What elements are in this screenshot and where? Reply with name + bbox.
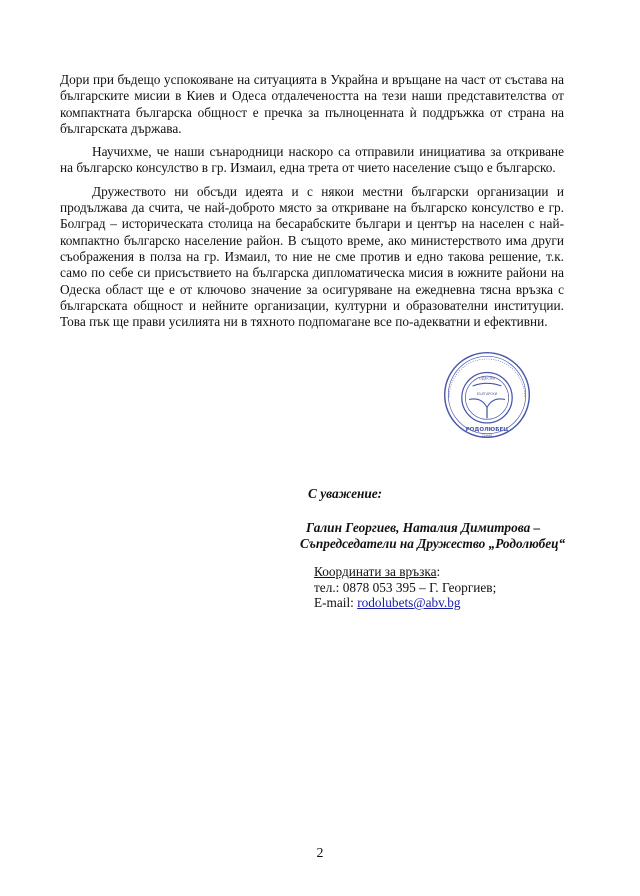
phone-line: тел.: 0878 053 395 – Г. Георгиев; <box>314 579 497 595</box>
contacts-label: Координати за връзка <box>314 564 437 579</box>
contacts-heading <box>314 564 496 580</box>
organization-seal <box>442 350 532 440</box>
contacts-colon: : <box>436 564 441 579</box>
contact-details <box>314 564 496 611</box>
email-label: E-mail: <box>314 595 358 610</box>
seal-top-text: ОДЕСКИ <box>478 376 496 381</box>
seal-middle-text: БЪЛГАРСКИ <box>476 392 498 396</box>
seal-bottom-text: РОДОЛЮБЕЦ <box>465 427 509 433</box>
paragraph-2: Научихме, че наши сънародници наскоро са отправили инициатива за откриване на българско консулство в гр. Измаил, една трета от чието население също е българско. <box>60 144 564 176</box>
paragraph-3: Дружеството ни обсъди идеята и с някои местни български организации и продължава да счита, че най-доброто място за откриване на българско консулство е гр. Болград – историческата столица на бесарабските българи и център на населен с най-компактно българско население район. В същото време, ако министерството има други съображения в полза на гр. Измаил, то ние не сме против и едно такова решение, т.к. само по себе си присъствието на българска дипломатическа мисия в южните райони на Одеска област ще е от ключово значение за осигуряване на ежедневна тясна връзка с българската общност и нейните организации, културни и образователни институции. Това пък ще прави усилията ни в тяхното подпомагане все по-адекватни и ефективни. <box>60 183 564 330</box>
greeting: С уважение: <box>308 486 383 501</box>
letter-body <box>60 72 564 337</box>
signatory-names: Галин Георгиев, Наталия Димитрова – <box>306 520 541 535</box>
signatory-title: Съпредседатели на Дружество „Родолюбец“ <box>300 536 566 551</box>
email-line <box>314 595 496 611</box>
paragraph-1: Дори при бъдещо успокояване на ситуацията в Украйна и връщане на част от състава на българските мисии в Киев и Одеса отдалечеността на тези наши представителства от компактната българска общност е пречка за пълноценната ѝ поддръжка от страна на българската държава. <box>60 72 564 136</box>
page-number: 2 <box>316 846 324 861</box>
seal-city-text: СОФИЯ <box>481 434 493 438</box>
email-link[interactable]: rodolubets@abv.bg <box>357 595 461 610</box>
